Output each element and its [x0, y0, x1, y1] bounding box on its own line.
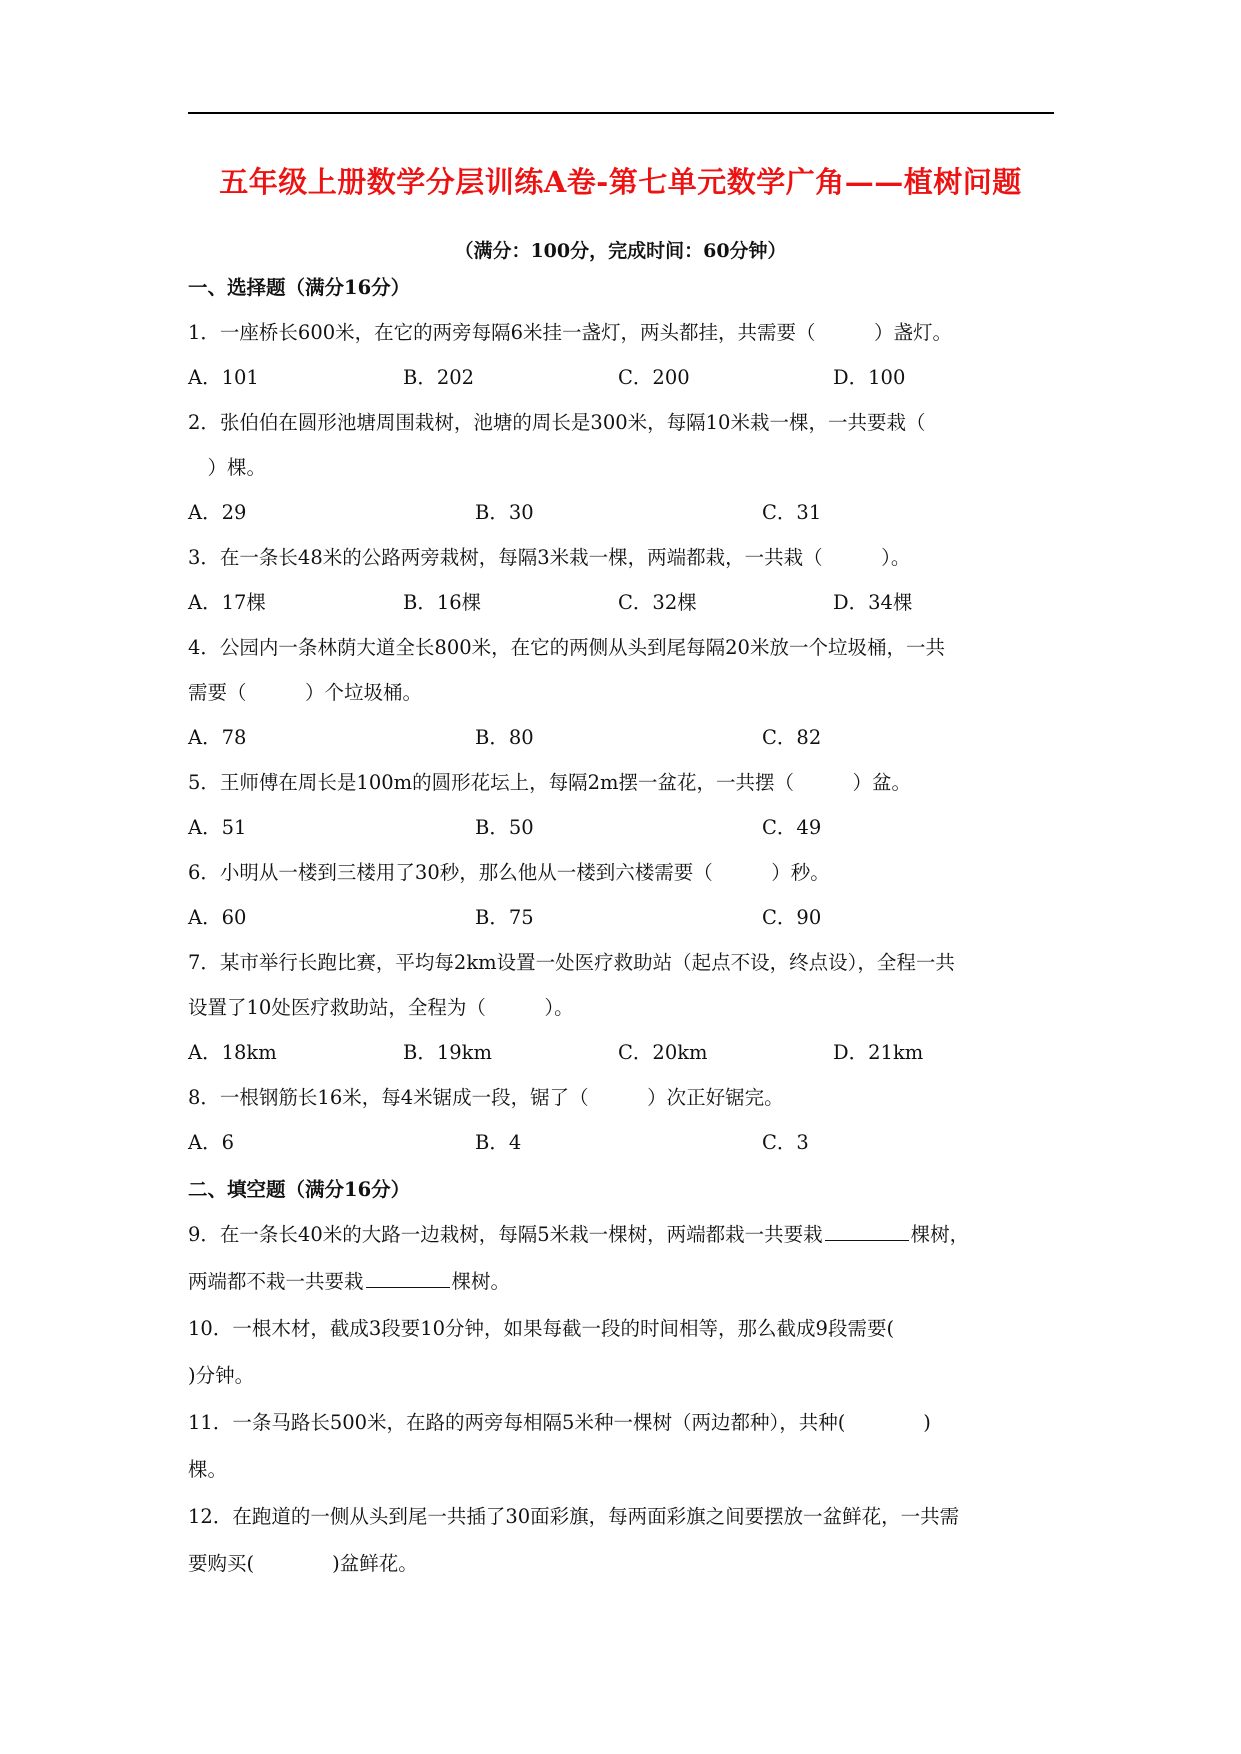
- question-9-text-a: 9．在一条长40米的大路一边栽树，每隔5米栽一棵树，两端都栽一共要栽: [188, 1223, 823, 1246]
- answer-blank[interactable]: [366, 1267, 450, 1288]
- page-title: 五年级上册数学分层训练A卷-第七单元数学广角——植树问题: [219, 165, 1022, 199]
- question-9-line-1: [188, 1219, 1054, 1247]
- option-b: B．80: [475, 726, 534, 749]
- option-a: A．18km: [188, 1041, 277, 1064]
- option-c: C．82: [762, 726, 822, 749]
- option-c: C．32棵: [618, 591, 697, 614]
- option-b: B．19km: [403, 1041, 492, 1064]
- option-b: B．202: [403, 366, 475, 389]
- question-6: 6．小明从一楼到三楼用了30秒，那么他从一楼到六楼需要（ ）秒。: [188, 861, 830, 884]
- option-d: D．100: [833, 366, 906, 389]
- option-c: C．49: [762, 816, 822, 839]
- question-12-line-1: 12．在跑道的一侧从头到尾一共插了30面彩旗，每两面彩旗之间要摆放一盆鲜花，一共需: [188, 1505, 960, 1528]
- section-heading-choice: 一、选择题（满分16分）: [188, 276, 411, 299]
- question-9-text-c: 两端都不栽一共要栽: [188, 1270, 364, 1293]
- question-1: 1．一座桥长600米，在它的两旁每隔6米挂一盏灯，两头都挂，共需要（ ）盏灯。: [188, 321, 953, 344]
- question-3: 3．在一条长48米的公路两旁栽树，每隔3米栽一棵，两端都栽，一共栽（ ）。: [188, 546, 911, 569]
- option-a: A．51: [188, 816, 247, 839]
- question-12-line-2: 要购买( )盆鲜花。: [188, 1552, 418, 1575]
- option-a: A．60: [188, 906, 247, 929]
- option-a: A．29: [188, 501, 247, 524]
- option-a: A．78: [188, 726, 247, 749]
- question-10-line-2: )分钟。: [188, 1364, 255, 1387]
- option-b: B．16棵: [403, 591, 482, 614]
- option-a: A．101: [188, 366, 259, 389]
- question-7-line-2: 设置了10处医疗救助站，全程为（ ）。: [188, 996, 574, 1019]
- option-b: B．30: [475, 501, 534, 524]
- question-8: 8．一根钢筋长16米，每4米锯成一段，锯了（ ）次正好锯完。: [188, 1086, 784, 1109]
- option-c: C．3: [762, 1131, 809, 1154]
- option-d: D．21km: [833, 1041, 924, 1064]
- question-11-line-1: 11．一条马路长500米，在路的两旁每相隔5米种一棵树（两边都种），共种( ): [188, 1411, 931, 1434]
- option-b: B．4: [475, 1131, 522, 1154]
- page-subtitle: （满分：100分，完成时间：60分钟）: [454, 240, 787, 262]
- question-9-text-d: 棵树。: [451, 1270, 511, 1293]
- question-9-line-2: [188, 1266, 1054, 1294]
- question-10-line-1: 10．一根木材，截成3段要10分钟，如果每截一段的时间相等，那么截成9段需要(: [188, 1317, 895, 1340]
- question-11-line-2: 棵。: [188, 1458, 228, 1481]
- question-5: 5．王师傅在周长是100m的圆形花坛上，每隔2m摆一盆花，一共摆（ ）盆。: [188, 771, 912, 794]
- option-b: B．50: [475, 816, 534, 839]
- question-4-line-1: 4．公园内一条林荫大道全长800米，在它的两侧从头到尾每隔20米放一个垃圾桶，一共: [188, 636, 945, 659]
- option-d: D．34棵: [833, 591, 913, 614]
- option-c: C．90: [762, 906, 822, 929]
- option-c: C．200: [618, 366, 690, 389]
- answer-blank[interactable]: [825, 1220, 909, 1241]
- question-2-line-2: ）棵。: [188, 456, 267, 479]
- option-c: C．31: [762, 501, 822, 524]
- option-a: A．6: [188, 1131, 234, 1154]
- question-4-line-2: 需要（ ）个垃圾桶。: [188, 681, 423, 704]
- option-b: B．75: [475, 906, 534, 929]
- question-9-text-b: 棵树，: [910, 1223, 970, 1246]
- option-c: C．20km: [618, 1041, 708, 1064]
- question-7-line-1: 7．某市举行长跑比赛，平均每2km设置一处医疗救助站（起点不设，终点设），全程一共: [188, 951, 955, 974]
- option-a: A．17棵: [188, 591, 266, 614]
- section-heading-fill: 二、填空题（满分16分）: [188, 1178, 411, 1201]
- header-rule: [188, 112, 1054, 114]
- question-2-line-1: 2．张伯伯在圆形池塘周围栽树，池塘的周长是300米，每隔10米栽一棵，一共要栽（: [188, 411, 926, 434]
